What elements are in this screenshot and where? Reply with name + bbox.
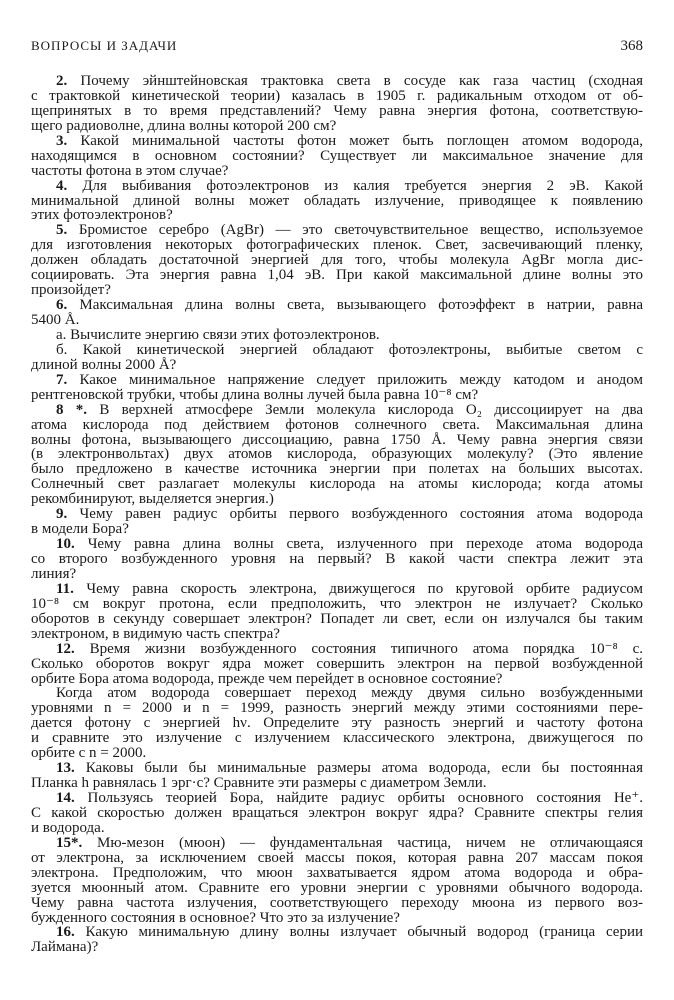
text-line [31,642,643,657]
text-line [31,238,643,253]
line-text: В верхней атмосфере Земли молекула кислорода O₂ диссоциирует на два [99,401,644,418]
text-line [31,567,643,582]
line-text: находящимся в основном состоянии? Существует ли максимальное значение для [31,147,643,164]
running-header [31,38,643,56]
line-text: 5400 Å. [31,312,80,328]
line-text: должен обладать достаточной энергией для того, чтобы молекула AgBr могла дис- [31,252,643,269]
line-text: уровнями n = 2000 и n = 1999, разность энергий между этими состояниями пере- [31,700,643,717]
text-line [31,268,643,283]
line-text: этих фотоэлектронов? [31,207,173,224]
line-text: Каковы были бы минимальные размеры атома водорода, если бы постоянная [85,760,643,777]
text-line [31,388,643,403]
line-text: частоты фотона в этом случае? [31,162,229,179]
line-text: щего радиоволне, длина волны которой 200 см? [31,117,337,134]
text-line [31,686,643,701]
problem-number: 2. [56,73,68,89]
line-text: дается фотону с энергией hν. Определите эту разность энергий и частоту фотона [31,715,643,732]
line-text: Время жизни возбужденного состояния типичного атома порядка 10⁻⁸ с. [89,640,643,657]
line-text: Мю-мезон (мюон) — фундаментальная частица, ничем не отличающаяся [97,834,643,851]
line-text: б. Какой кинетической энергией обладают фотоэлектроны, выбитые светом с [56,341,643,358]
text-line [31,896,643,911]
line-text: рентгеновской трубки, чтобы длина волны лучей была равна 10⁻⁸ см? [31,386,479,403]
text-line [31,806,643,821]
line-text: Когда атом водорода совершает переход между двумя сильно возбужденными [56,685,643,702]
problem-number: 7. [56,371,68,388]
text-line [31,746,643,761]
line-text: Солнечный свет разлагает молекулы кислорода на атомы кислорода; когда атомы [31,476,643,493]
problem-number: 5. [56,222,68,239]
line-text: орбите Бора атома водорода, прежде чем перейдет в основное состояние? [31,670,503,687]
line-text: рекомбинируют, выделяется энергия.) [31,491,274,508]
problem-number: 15*. [56,834,83,851]
line-text: и водорода. [31,819,105,836]
line-text: произойдет? [31,282,111,299]
line-text: было предложено в качестве источника энергии при полетах на больших высотах. [31,461,643,478]
problem-paragraph [31,343,643,373]
text-line [31,776,643,791]
text-line [31,253,643,268]
text-line [31,462,643,477]
line-text: оборотов в секунду совершает электрон? Попадет ли свет, если он излучался бы таким [31,610,643,627]
text-line [31,492,643,507]
text-line [31,433,643,448]
section-title: ВОПРОСЫ И ЗАДАЧИ [31,38,178,53]
line-text: Какую минимальную длину волны излучает обычный водород (граница серии [85,924,644,941]
text-line [31,373,643,388]
text-line [31,940,643,955]
line-text: 10⁻⁸ см вокруг протона, если предположить, что электрон не излучает? Сколько [31,595,643,612]
problem-number: 9. [56,506,68,523]
problem-paragraph [31,642,643,687]
line-text: Чему равен радиус орбиты первого возбужденного состояния атома водорода [79,506,643,523]
text-line [31,552,643,567]
text-line [31,731,643,746]
line-text: бужденного состояния в основное? Что это за излучение? [31,909,400,926]
line-text: Чему равна скорость электрона, движущегося по круговой орбите радиусом [86,580,643,597]
text-line [31,223,643,238]
line-text: длиной волны 2000 Å? [31,356,177,373]
problem-paragraph [31,925,643,955]
text-line [31,582,643,597]
text-line [31,328,643,343]
problem-paragraph [31,836,643,926]
text-line [31,447,643,462]
text-line [31,134,643,149]
text-line [31,925,643,940]
line-text: Чему равна длина волны света, излученного при переходе атома водорода [87,536,643,553]
problem-paragraph [31,298,643,328]
problem-paragraph [31,537,643,582]
problem-paragraph [31,791,643,836]
text-line [31,716,643,731]
line-text: (в электронвольтах) двух атомов кислорода, образующих молекулу? (Это явление [31,446,643,463]
line-text: атома кислорода под действием фотонов солнечного света. Максимальная длина [31,416,643,433]
problems-list [31,74,643,955]
line-text: со второго возбужденного уровня на первый? В какой части спектра лежит эта [31,551,643,567]
text-line [31,149,643,164]
text-line [31,761,643,776]
problem-paragraph [31,373,643,403]
text-line [31,283,643,298]
line-text: зуется мюонный атом. Сравните его уровни энергии с уровнями обычного водорода. [31,879,643,896]
text-line [31,298,643,313]
page-number: 368 [620,38,643,54]
text-line [31,851,643,866]
text-line [31,164,643,179]
line-text: в модели Бора? [31,521,129,538]
problem-paragraph [31,403,643,508]
line-text: Почему эйнштейновская трактовка света в сосуде как газа частиц (сходная [80,73,643,89]
line-text: электрона. Предположим, что мюон захватывается ядром атома водорода и обра- [31,864,643,881]
line-text: для изготовления некоторых фотографических пленок. Свет, засвечивающий пленку, [31,237,643,254]
text-line [31,836,643,851]
line-text: щепринятых в то время представлений? Чему равна энергия фотона, соответствую- [31,102,643,119]
line-text: Для выбивания фотоэлектронов из калия требуется энергия 2 эВ. Какой [82,177,644,194]
text-line [31,701,643,716]
text-line [31,89,643,104]
line-text: волны фотона, вызывающего диссоциацию, равна 1750 Å. Чему равна энергия связи [31,431,643,448]
text-line [31,881,643,896]
line-text: Бромистое серебро (AgBr) — это светочувствительное вещество, используемое [78,222,644,239]
text-line [31,403,643,418]
problem-number: 16. [56,924,75,941]
text-line [31,194,643,209]
problem-paragraph [31,507,643,537]
problem-paragraph [31,223,643,298]
problem-paragraph [31,179,643,224]
text-line [31,522,643,537]
text-line [31,358,643,373]
text-line [31,791,643,806]
text-line [31,507,643,522]
text-line [31,672,643,687]
problem-number: 13. [56,760,75,777]
line-text: Чему равна частота излучения, соответствующего переходу мюона из первого воз- [31,894,643,911]
line-text: орбите с n = 2000. [31,745,147,762]
problem-number: 6. [56,297,68,314]
line-text: социировать. Эта энергия равна 1,04 эВ. При какой максимальной длине волны это [31,267,643,284]
line-text: Планка h равнялась 1 эрг·с? Сравните эти размеры с диаметром Земли. [31,775,487,792]
text-line [31,657,643,672]
problem-paragraph [31,761,643,791]
text-line [31,821,643,836]
text-line [31,911,643,926]
text-line [31,208,643,223]
problem-number: 8 *. [56,401,88,418]
text-line [31,313,643,328]
text-line [31,104,643,119]
problem-number: 12. [56,640,75,657]
text-line [31,477,643,492]
text-line [31,597,643,612]
line-text: Сколько оборотов вокруг ядра может совершить электрон на первой возбужденной [31,655,643,672]
problem-number: 10. [56,536,75,553]
line-text: электроном, в видимую часть спектра? [31,625,280,642]
problem-number: 11. [56,580,74,597]
text-line [31,866,643,881]
line-text: Какой минимальной частоты фотон может быть поглощен атомом водорода, [80,132,644,149]
line-text: Какое минимальное напряжение следует приложить между катодом и анодом [79,371,643,388]
line-text: линия? [31,565,77,582]
text-line [31,179,643,194]
line-text: Пользуясь теорией Бора, найдите радиус орбиты основного состояния He⁺. [87,790,643,806]
line-text: минимальной длиной волны может обладать излучение, приводящее к появлению [31,192,643,209]
problem-paragraph [31,74,643,134]
line-text: Максимальная длина волны света, вызывающего фотоэффект в натрии, равна [79,297,644,314]
problem-paragraph [31,582,643,642]
text-line [31,343,643,358]
line-text: а. Вычислите энергию связи этих фотоэлектронов. [56,326,380,343]
line-text: Лаймана)? [31,939,99,956]
text-line [31,74,643,89]
text-line [31,627,643,642]
text-line [31,418,643,433]
problem-number: 4. [56,177,68,194]
line-text: от электрона, за исключением своей массы покоя, которая равна 207 массам покоя [31,849,643,866]
text-line [31,537,643,552]
text-line [31,612,643,627]
problem-paragraph [31,328,643,343]
text-line [31,119,643,134]
line-text: и сравните это излучение с излучением классического электрона, движущегося по [31,730,643,747]
problem-paragraph [31,134,643,179]
line-text: С какой скоростью должен вращаться электрон вокруг ядра? Сравните спектры гелия [31,804,643,821]
problem-number: 14. [56,790,75,806]
line-text: с трактовкой кинетической теории) казалась в 1905 г. радикальным отходом от об- [31,87,643,104]
problem-paragraph [31,686,643,761]
problem-number: 3. [56,132,68,149]
